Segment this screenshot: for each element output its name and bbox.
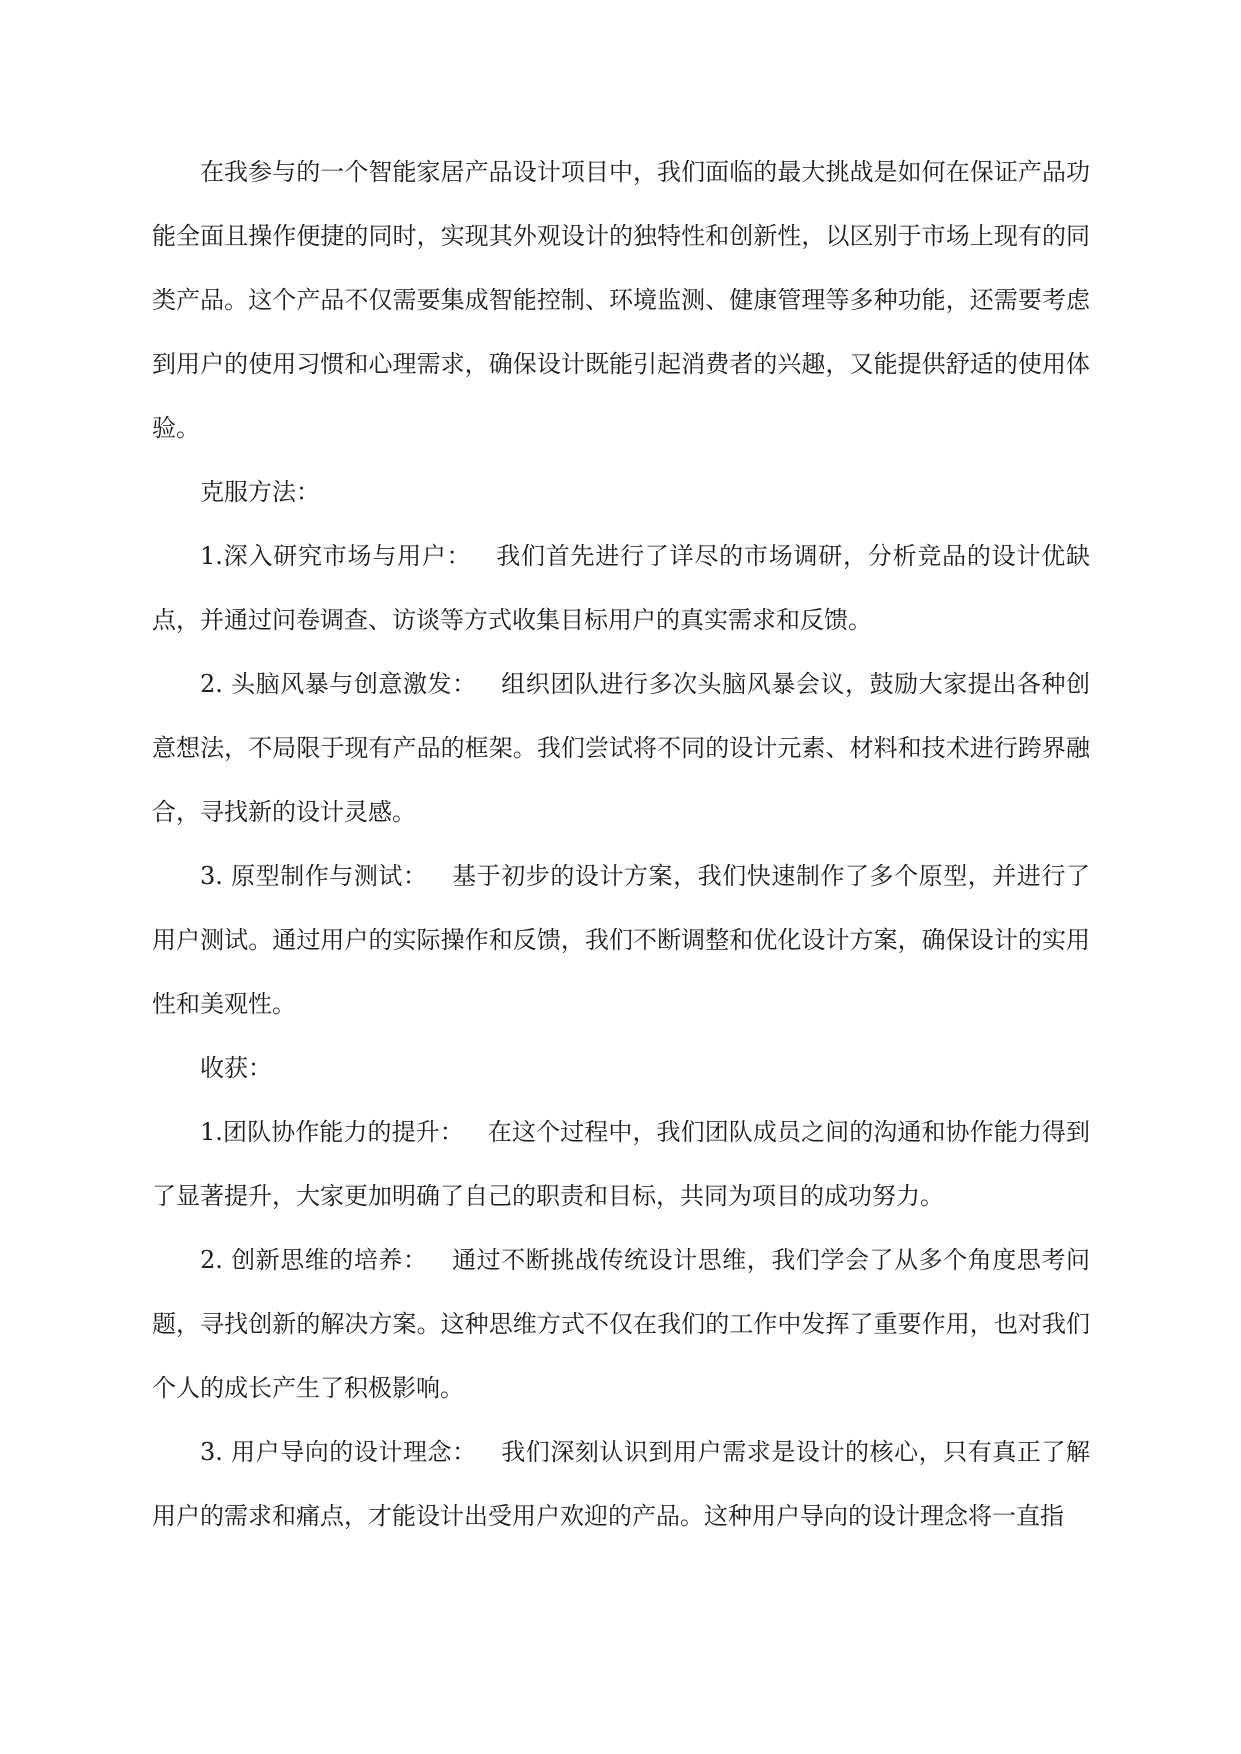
method-item-2-label: 2. 头脑风暴与创意激发： bbox=[200, 670, 477, 698]
methods-heading: 克服方法： bbox=[200, 478, 320, 506]
method-item-1-text: 我们首先进行了详尽的市场调研，分析竞品的设计优缺点，并通过问卷调查、访谈等方式收集目标用户的真实需求和反馈。 bbox=[152, 542, 1090, 634]
gain-item-1 bbox=[152, 1100, 1090, 1228]
gain-item-2-text: 通过不断挑战传统设计思维，我们学会了从多个角度思考问题，寻找创新的解决方案。这种思维方式不仅在我们的工作中发挥了重要作用，也对我们个人的成长产生了积极影响。 bbox=[152, 1246, 1091, 1402]
method-item-3 bbox=[152, 844, 1090, 1036]
method-item-1 bbox=[152, 524, 1090, 652]
method-item-2-text: 组织团队进行多次头脑风暴会议，鼓励大家提出各种创意想法，不局限于现有产品的框架。我们尝试将不同的设计元素、材料和技术进行跨界融合，寻找新的设计灵感。 bbox=[152, 670, 1091, 826]
method-item-3-label: 3. 原型制作与测试： bbox=[200, 862, 428, 890]
method-item-2 bbox=[152, 652, 1090, 844]
gain-item-3-label: 3. 用户导向的设计理念： bbox=[200, 1438, 477, 1466]
method-item-1-label: 1.深入研究市场与用户： bbox=[200, 542, 472, 570]
gain-item-1-label: 1.团队协作能力的提升： bbox=[200, 1118, 464, 1146]
gain-item-3 bbox=[152, 1420, 1090, 1548]
gain-item-2 bbox=[152, 1228, 1090, 1420]
document-body bbox=[152, 140, 1090, 1548]
gains-heading: 收获： bbox=[200, 1054, 272, 1082]
gain-item-2-label: 2. 创新思维的培养： bbox=[200, 1246, 428, 1274]
gain-item-3-text: 我们深刻认识到用户需求是设计的核心，只有真正了解用户的需求和痛点，才能设计出受用户欢迎的产品。这种用户导向的设计理念将一直指 bbox=[152, 1438, 1091, 1530]
intro-paragraph: 在我参与的一个智能家居产品设计项目中，我们面临的最大挑战是如何在保证产品功能全面且操作便捷的同时，实现其外观设计的独特性和创新性，以区别于市场上现有的同类产品。这个产品不仅需要集成智能控制、环境监测、健康管理等多种功能，还需要考虑到用户的使用习惯和心理需求，确保设计既能引起消费者的兴趣，又能提供舒适的使用体验。 bbox=[152, 158, 1090, 442]
gain-item-1-text: 在这个过程中，我们团队成员之间的沟通和协作能力得到了显著提升，大家更加明确了自己的职责和目标，共同为项目的成功努力。 bbox=[152, 1118, 1090, 1210]
method-item-3-text: 基于初步的设计方案，我们快速制作了多个原型，并进行了用户测试。通过用户的实际操作和反馈，我们不断调整和优化设计方案，确保设计的实用性和美观性。 bbox=[152, 862, 1091, 1018]
